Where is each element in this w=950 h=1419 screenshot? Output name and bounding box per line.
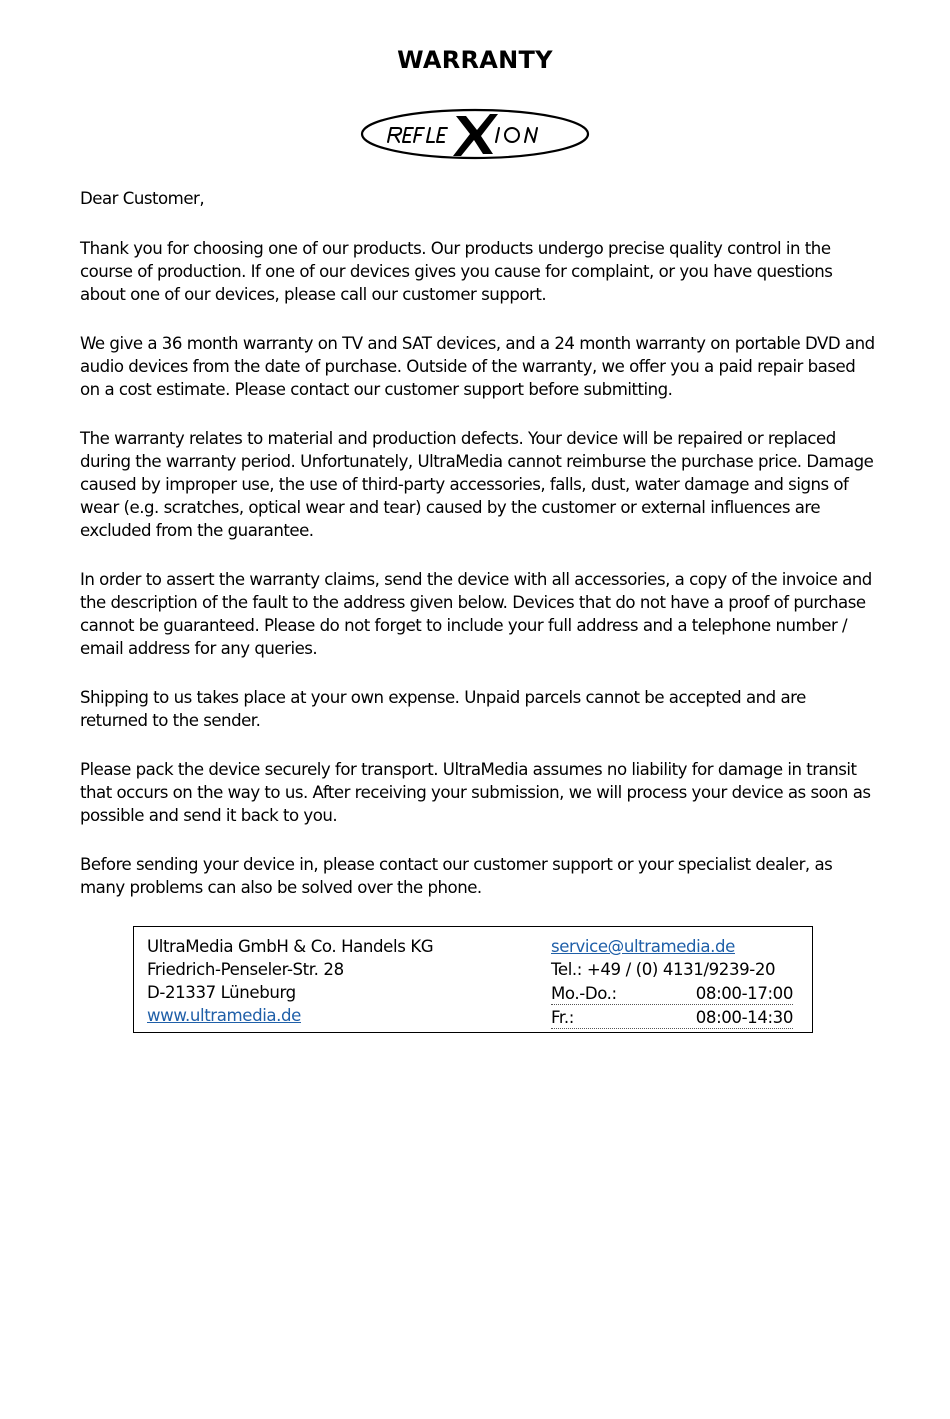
hours-days: Mo.-Do.:: [551, 984, 617, 1003]
paragraph-warranty-scope: The warranty relates to material and production defects. Your device will be repaired or replaced during the warranty period. Unfortunately, UltraMedia cannot reimburse the purchase price. Damage caused by improper use, the use of third-party accessories, falls, dust, water damage and signs of wear (e.g. scratches, optical wear and tear) caused by the customer or external influences are excluded from the guarantee.: [80, 429, 874, 540]
page-title: WARRANTY: [397, 46, 553, 74]
salutation: Dear Customer,: [80, 189, 205, 208]
paragraph-shipping: Shipping to us takes place at your own expense. Unpaid parcels cannot be accepted and are returned to the sender.: [80, 688, 806, 730]
email-link[interactable]: service@ultramedia.de: [551, 937, 735, 956]
reflexion-logo: [360, 106, 590, 162]
support-column: [551, 935, 793, 1029]
city-address: D-21337 Lüneburg: [147, 983, 296, 1002]
paragraph-contact-first: Before sending your device in, please contact our customer support or your specialist dealer, as many problems can also be solved over the phone.: [80, 855, 833, 897]
website-link[interactable]: www.ultramedia.de: [147, 1006, 301, 1025]
contact-box: [133, 926, 813, 1033]
paragraph-packing: Please pack the device securely for transport. UltraMedia assumes no liability for damage in transit that occurs on the way to us. After receiving your submission, we will process your device as soon as possible and send it back to you.: [80, 760, 871, 825]
paragraph-claims: In order to assert the warranty claims, send the device with all accessories, a copy of the invoice and the description of the fault to the address given below. Devices that do not have a proof of purchase cannot be guaranteed. Please do not forget to include your full address and a telephone number / email address for any queries.: [80, 570, 872, 658]
hours-row-fri: [551, 1007, 793, 1029]
hours-time: 08:00-14:30: [695, 1008, 793, 1027]
paragraph-intro: Thank you for choosing one of our products. Our products undergo precise quality control in the course of production. If one of our devices gives you cause for complaint, or you have questions about one of our devices, please call our customer support.: [80, 239, 833, 304]
hours-days: Fr.:: [551, 1008, 574, 1027]
hours-time: 08:00-17:00: [695, 984, 793, 1003]
phone-number: Tel.: +49 / (0) 4131/9239-20: [551, 960, 776, 979]
street-address: Friedrich-Penseler-Str. 28: [147, 960, 344, 979]
paragraph-warranty-period: We give a 36 month warranty on TV and SAT devices, and a 24 month warranty on portable DVD and audio devices from the date of purchase. Outside of the warranty, we offer you a paid repair based on a cost estimate. Please contact our customer support before submitting.: [80, 334, 875, 399]
hours-row-mon-thu: [551, 983, 793, 1005]
warranty-text: [80, 187, 875, 925]
address-column: [147, 935, 527, 1027]
company-name: UltraMedia GmbH & Co. Handels KG: [147, 937, 434, 956]
